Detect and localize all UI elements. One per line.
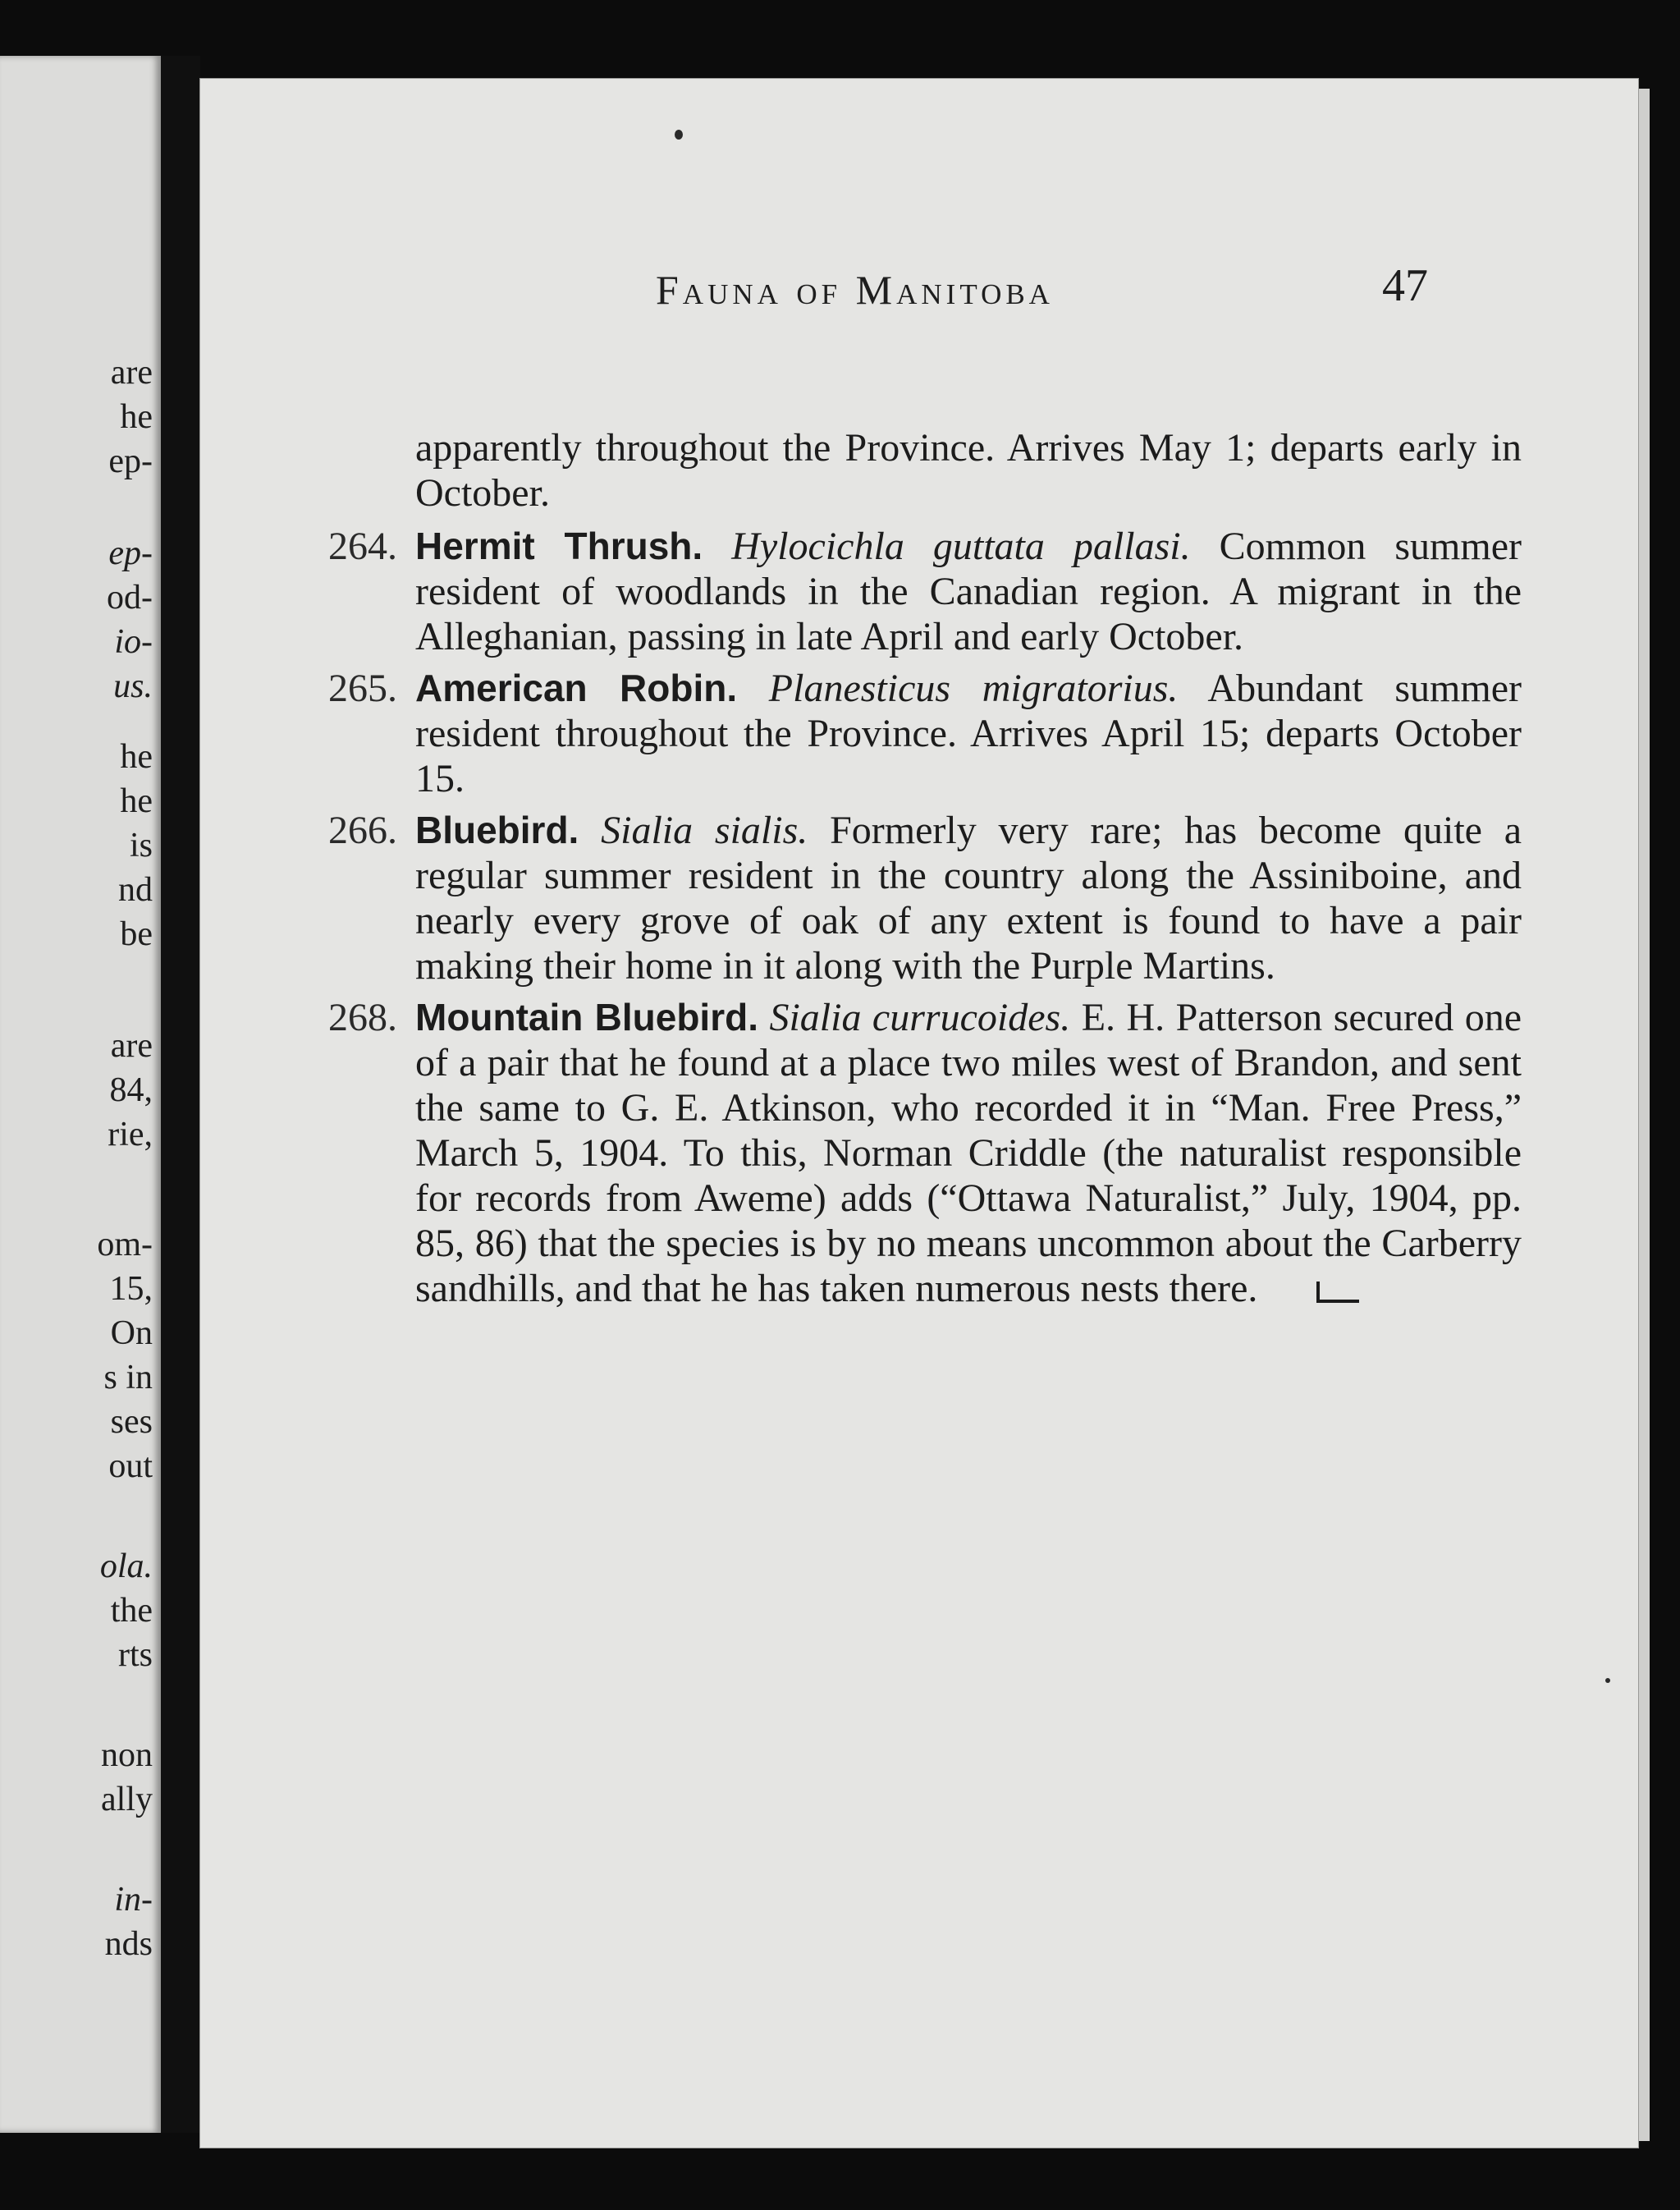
page-number: 47 [1382,260,1428,311]
end-of-section-mark [1316,1282,1359,1303]
previous-page-edge [0,56,161,2133]
species-entry [291,666,1522,801]
left-page-fragment: ally [101,1781,153,1818]
species-entry [291,995,1522,1311]
left-page-fragment: nds [104,1925,153,1963]
left-page-fragment: On [110,1314,153,1352]
entry-number: 268. [328,996,397,1039]
left-page-fragment: od- [107,579,153,617]
entry-content [415,524,1522,659]
common-name: American Robin. [415,667,738,709]
entry-text: E. H. Patterson secured one of a pair that he found at a place two miles west of Brandon, and sent the same to G. E. Atkinson, who recorded it in “Man. Free Press,” March 5, 1904. To this, Norman Criddle (the naturalist responsible for records from Aweme) adds (“Ottawa Naturalist,” July, 1904, pp. 85, 86) that the species is by no means uncommon about the Carberry sandhills, and that he has taken numerous nests there. [415,996,1522,1310]
entry-content [415,666,1522,801]
left-page-fragment: non [101,1736,153,1774]
scientific-name: Sialia sialis. [601,809,808,852]
left-page-fragment: in- [114,1881,153,1919]
entry-text: Formerly very rare; has become quite a regular summer resident in the country along the Assiniboine, and nearly every grove of oak of any extent is found to have a pair making their home in it along with the Purple Martins. [415,809,1522,988]
running-header-title: Fauna of Manitoba [656,267,1054,313]
ink-speck [1605,1678,1610,1683]
left-page-fragment: rie, [108,1116,153,1153]
left-page-fragment: rts [118,1636,153,1674]
page-edge [1638,89,1650,2141]
left-page-fragment: om- [97,1226,153,1263]
book-gutter [161,56,200,2133]
continued-paragraph: apparently throughout the Province. Arrives May 1; departs early in October. [415,426,1522,515]
page-body [291,425,1522,1318]
entry-number: 266. [328,809,397,852]
ink-speck [675,130,683,140]
scientific-name: Planesticus migratorius. [768,667,1179,710]
common-name: Mountain Bluebird. [415,996,758,1039]
left-page-fragment: ola. [99,1547,153,1585]
left-page-fragment: nd [118,871,153,909]
entry-number: 265. [328,667,397,710]
left-page-fragment: us. [113,667,153,705]
left-page-fragment: are [110,354,153,392]
common-name: Hermit Thrush. [415,525,703,567]
left-page-fragment: io- [114,623,153,661]
book-page [200,79,1638,2148]
scientific-name: Sialia currucoides. [769,996,1071,1039]
left-page-fragment: s in [103,1359,153,1396]
left-page-fragment: the [110,1592,153,1630]
common-name: Bluebird. [415,809,579,851]
entry-text: Abundant summer resident throughout the Province. Arrives April 15; departs October 15. [415,667,1522,800]
left-page-fragment: ep- [108,442,153,480]
entry-text: Common summer resident of woodlands in the Canadian region. A migrant in the Alleghanian, passing in late April and early October. [415,525,1522,658]
left-page-fragment: he [120,738,153,776]
scientific-name: Hylocichla guttata pallasi. [731,525,1191,568]
left-page-fragment: he [120,398,153,436]
entry-content [415,995,1522,1311]
entry-content [415,808,1522,988]
species-entry [291,808,1522,988]
left-page-fragment: 84, [109,1071,153,1109]
entry-number: 264. [328,525,397,568]
left-page-fragment: ep- [108,534,153,572]
left-page-fragment: is [129,827,153,864]
species-entry [291,524,1522,659]
left-page-fragment: he [120,782,153,820]
left-page-fragment: out [108,1447,153,1485]
left-page-fragment: 15, [109,1270,153,1308]
left-page-fragment: be [120,915,153,953]
left-page-fragment: ses [110,1403,153,1441]
left-page-fragment: are [110,1027,153,1065]
